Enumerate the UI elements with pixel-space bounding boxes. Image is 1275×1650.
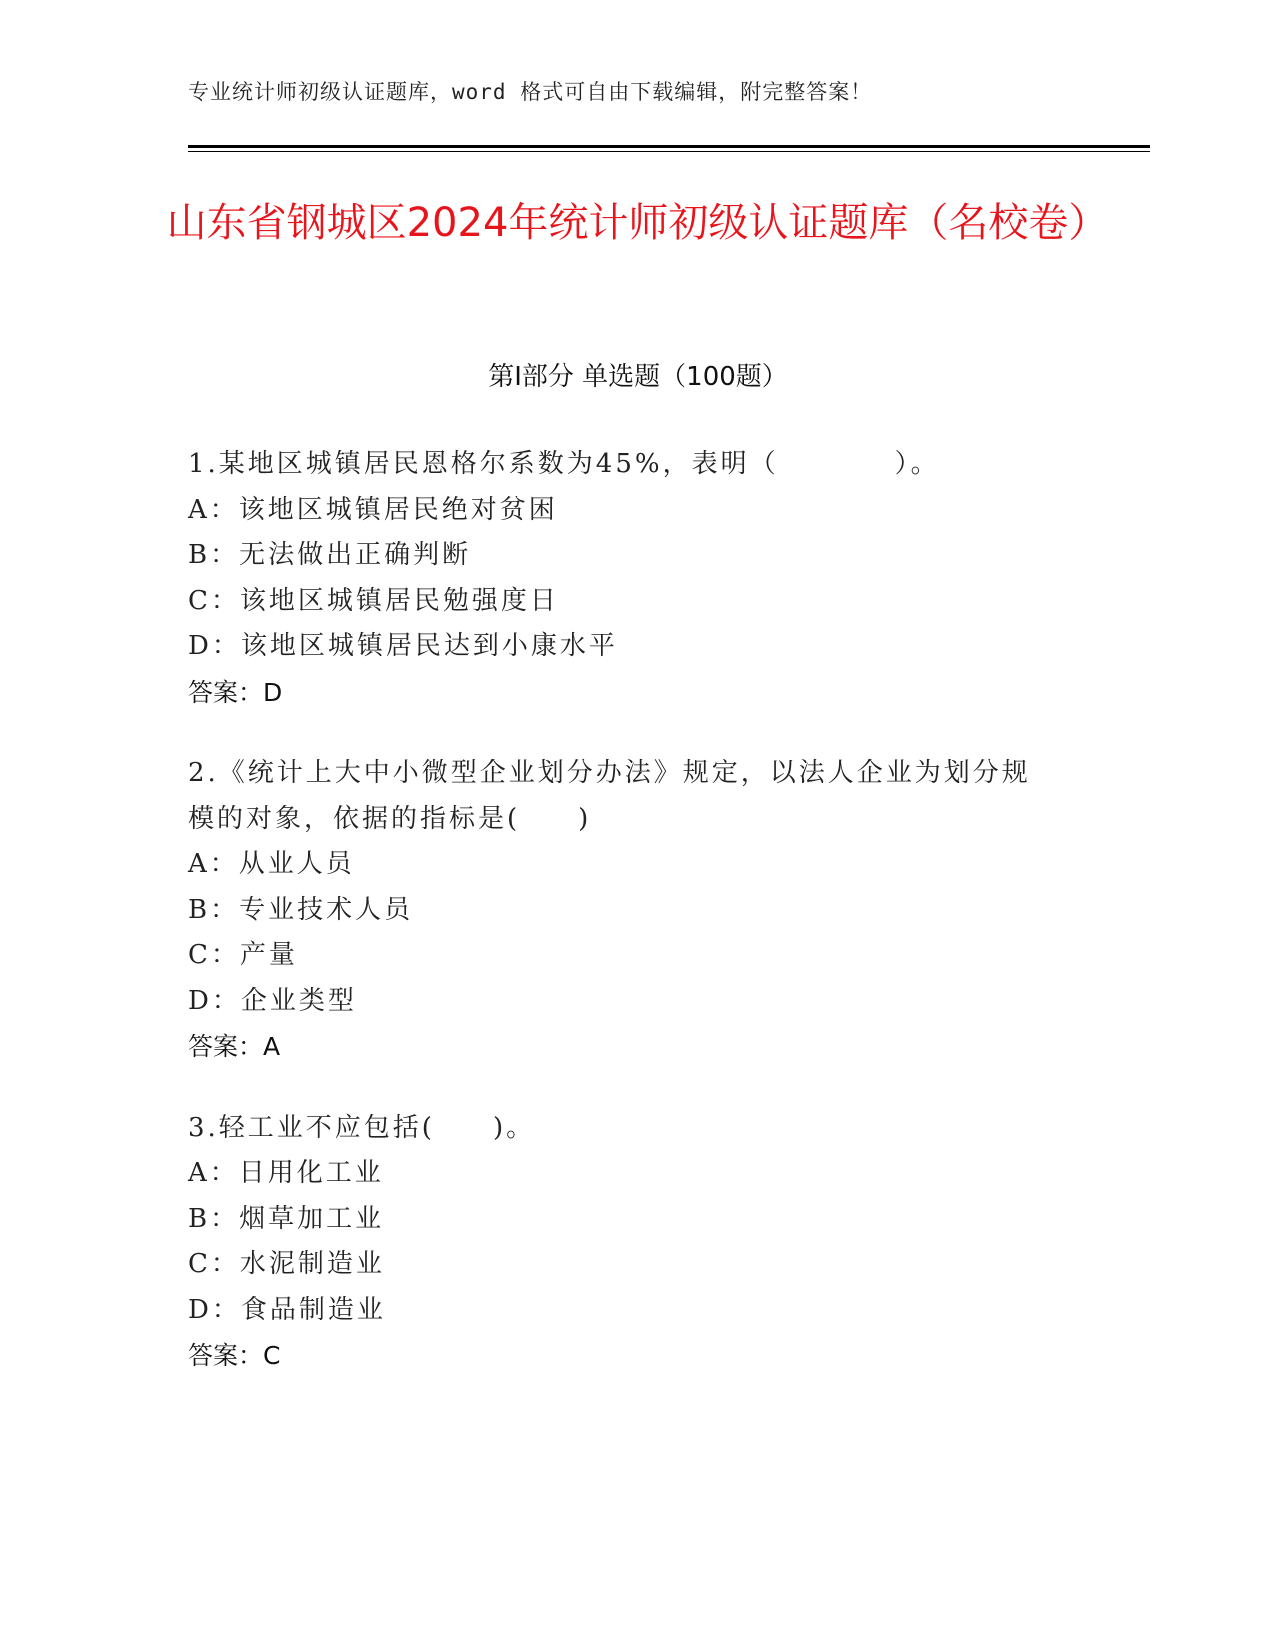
- option-c: C：水泥制造业: [188, 1249, 385, 1279]
- option-c: C：产量: [188, 940, 298, 970]
- answer: 答案：D: [188, 677, 283, 707]
- header-rule-thick: [188, 145, 1150, 148]
- question-stem: 3.轻工业不应包括( )。: [188, 1112, 536, 1143]
- option-d: D：食品制造业: [188, 1294, 386, 1325]
- option-c: C：该地区城镇居民勉强度日: [188, 585, 559, 616]
- question-stem: 2.《统计上大中小微型企业划分办法》规定，以法人企业为划分规模的对象，依据的指标是( ): [188, 758, 1031, 834]
- question-2: [188, 751, 1068, 1070]
- question-list: [188, 442, 1068, 1415]
- header-rule-thin: [188, 151, 1150, 152]
- option-d: D：该地区城镇居民达到小康水平: [188, 631, 618, 661]
- document-title: 山东省钢城区2024年统计师初级认证题库（名校卷）: [166, 200, 1109, 246]
- answer: 答案：C: [188, 1341, 281, 1370]
- question-1: [188, 442, 1068, 715]
- option-b: B：专业技术人员: [188, 894, 414, 925]
- section-title: 第Ⅰ部分 单选题（100题）: [488, 362, 788, 392]
- option-d: D：企业类型: [188, 985, 357, 1016]
- question-stem: 1.某地区城镇居民恩格尔系数为45%，表明（ ）。: [188, 449, 940, 479]
- answer: 答案：A: [188, 1032, 281, 1061]
- option-a: A：日用化工业: [188, 1158, 384, 1188]
- option-a: A：该地区城镇居民绝对贫困: [188, 494, 558, 525]
- option-a: A：从业人员: [188, 849, 355, 879]
- header-note: 专业统计师初级认证题库，word 格式可自由下载编辑，附完整答案！: [188, 80, 873, 104]
- option-b: B：烟草加工业: [188, 1203, 385, 1234]
- question-3: [188, 1106, 1068, 1379]
- option-b: B：无法做出正确判断: [188, 540, 472, 570]
